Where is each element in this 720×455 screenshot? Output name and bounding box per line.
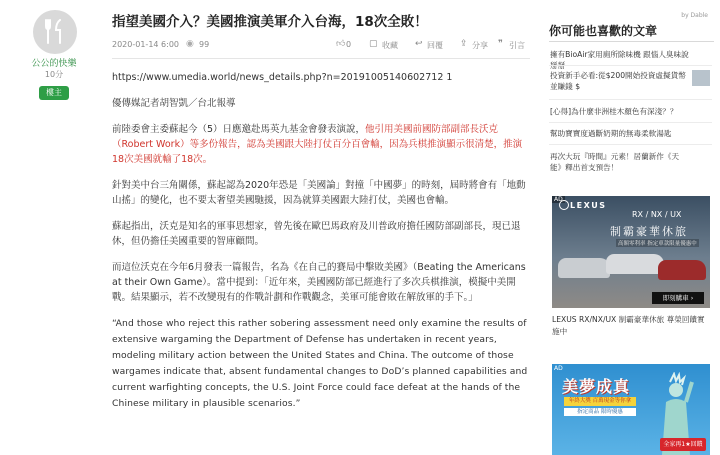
recommendation-sidebar [544,0,714,455]
share-icon[interactable]: ⇪ [460,39,468,49]
paragraph-4: 而這位沃克在今年6月發表一篇報告，名為《在自己的賽局中擊敗美國》（Beating the Americans at their Own Game）。當中提到：「近年來，美國國防部已經進行了多次兵棋推演，模擬中美開戰。結果顯示，若不改變現有的作戰計劃和作戰觀念，美軍可能會敗在解放軍的手下。」 [112,262,526,303]
paragraph-5-quote: “And those who reject this rather sobering assessment need only examine the results of extensive wargaming the Department of Defense has undertaken in recent years, modeling military action between the United States and China. The outcome of those wargames indicate that, absent fundamental changes to DoD’s planned capabilities and current warfighting concepts, the U.S. Joint Force could face defeat at the hands of the Chinese military in plausible scenarios.” [112,318,528,409]
ad-headline: 美夢成真 [562,377,631,396]
ad-label: AD [554,365,563,372]
lexus-ad-caption[interactable]: LEXUS RX/NX/UX 制霸豪華休旅 尊榮回饋實施中 [552,315,705,336]
sidebar-title-divider [549,41,714,42]
post-body [112,70,530,423]
ad-brand: LEXUS [570,201,607,210]
rec-item[interactable]: 幫助寶寶度過斷奶期的無毒柔軟湯匙 [550,129,672,138]
ad-ribbon-secondary: 指定商品 限時優惠 [564,408,636,416]
car-image [658,260,706,280]
rec-item[interactable]: [心得]為什麼非洲桂木顏色有深淺？？ [550,107,678,116]
paragraph-1 [112,122,530,167]
reply-button[interactable]: 回覆 [427,41,443,50]
rec-item[interactable]: 投資新手必看:從$200開始投資虛擬貨幣並賺錢 $ [550,71,686,91]
view-count: 99 [199,40,210,49]
author-level: 10分 [44,70,64,79]
ad-headline: 制霸豪華休旅 [610,225,688,238]
rec-divider [549,65,712,66]
car-image [558,258,610,278]
post-meta [112,38,530,54]
like-count[interactable]: 0 [346,40,352,49]
author-name[interactable]: 公公的快樂 [31,59,77,69]
car-image [606,254,664,274]
meta-divider [112,58,530,59]
bookmark-icon[interactable]: ▢ [369,39,378,49]
rec-divider [549,122,712,123]
rec-item[interactable]: 擁有BioAir家用廁所除味機 跟惱人臭味說 [550,50,689,59]
rec-item[interactable]: 再次大玩『時間』元素！居蘭新作《天能》釋出首支預告！ [550,152,680,172]
lexus-ad[interactable] [552,196,710,308]
ad-ribbon: 年終大獎 百萬現金等你拿 [564,397,636,406]
paragraph-3: 蘇起指出，沃克是知名的軍事思想家，曾先後在歐巴馬政府及川普政府擔任國防部副部長，現已退休，但仍擔任美國重要的智庫顧問。 [112,221,521,247]
post-datetime: 2020-01-14 6:00 [112,40,179,49]
share-button[interactable]: 分享 [472,41,488,50]
fork-knife-icon [43,19,67,45]
quote-button[interactable]: 引言 [509,41,525,50]
like-icon[interactable]: 👍︎ [336,39,346,49]
byline: 優傳媒記者胡智凱／台北報導 [112,98,236,109]
post-title: 指望美國介入？美國推演美軍介入台海，18次全敗！ [112,14,428,30]
lexus-logo-icon [559,200,569,210]
op-badge: 樓主 [39,86,69,100]
sidebar-title: 你可能也喜歡的文章 [549,24,658,38]
rec-thumbnail[interactable] [692,70,710,86]
rec-divider [549,144,712,145]
ad-cta-button[interactable]: 即刻購車 › [652,292,704,304]
paragraph-2: 針對美中台三角關係，蘇起認為2020年恐是「美國論」對撞「中國夢」的時刻，屆時將會有「地動山搖」的變化，也不要太奢望美國馳援，因為就算美國跟大陸打仗，美國也會輸。 [112,180,526,206]
paragraph-1-highlight: 他引用美國前國防部副部長沃克（Robert Work）等多份報告，認為美國跟大陸打仗百分百會輸，因為兵棋推演顯示很清楚，推演18次美國就輸了18次。 [112,124,523,165]
dable-credit[interactable]: by Dable [681,12,708,19]
reply-icon[interactable]: ↩ [415,39,423,49]
collect-button[interactable]: 收藏 [382,41,398,50]
paragraph-1-text: 前陸委會主委蘇起今（5）日應邀赴馬英九基金會發表演說， [112,124,366,135]
promo-ad[interactable] [552,364,710,455]
source-link[interactable]: https://www.umedia.world/news_details.php?n=20191005140602712 1 [112,72,453,83]
quote-icon[interactable]: ❞ [498,39,503,49]
ad-label: AD [554,196,563,203]
author-avatar[interactable] [33,10,77,54]
eye-icon: ◉ [186,39,194,49]
article [112,0,530,455]
rec-divider [549,99,712,100]
ad-models: RX / NX / UX [632,210,682,219]
ad-subtext: 高額零利率 指定車款限量優惠中 [618,241,697,247]
author-panel [0,0,105,455]
ad-badge: 全家再1★回饋 [660,438,706,451]
